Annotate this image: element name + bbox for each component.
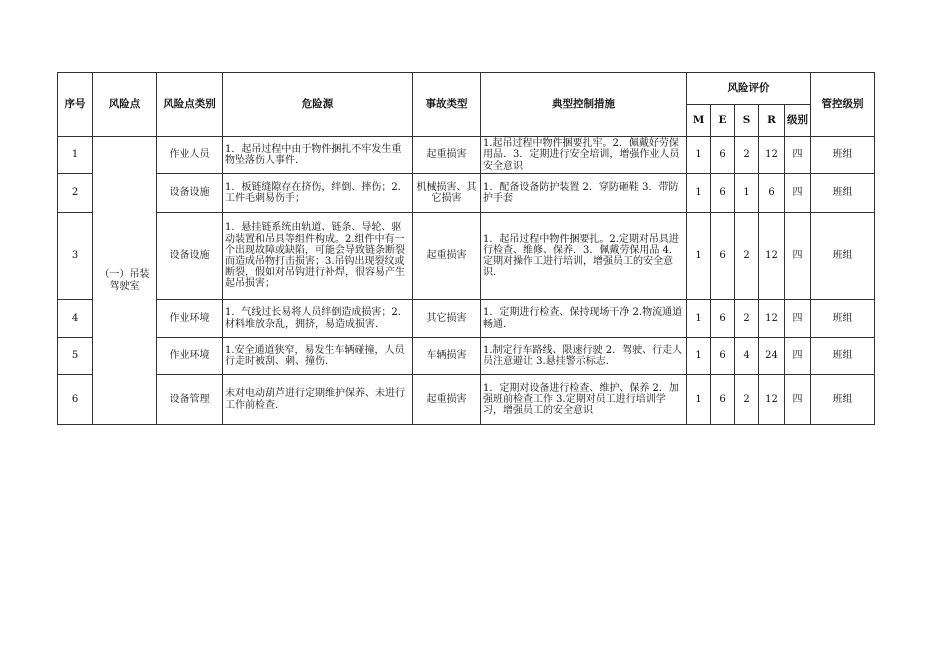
row-level: 四 [785,300,811,338]
header-m: M [687,105,711,137]
header-r: R [759,105,785,137]
row-hazard: 1．板链缝隙存在挤伤，绊倒、摔伤；2．工件毛刺易伤手； [223,174,413,213]
header-category: 风险点类别 [157,73,223,137]
row-category: 作业人员 [157,137,223,174]
risk-point-name: （一）吊装驾驶室 [93,137,157,425]
row-control-level: 班组 [811,375,875,425]
row-r: 12 [759,213,785,300]
risk-assessment-table [57,72,875,425]
row-category: 设备设施 [157,213,223,300]
row-measures: 1．起吊过程中物件捆要扎。2.定期对吊具进行检查、维修、保养．3．佩戴劳保用品 4．定期对操作工进行培训，增强员工的安全意识． [481,213,687,300]
row-category: 作业环境 [157,300,223,338]
row-m: 1 [687,300,711,338]
row-r: 12 [759,375,785,425]
row-category: 作业环境 [157,338,223,375]
row-no: 2 [58,174,93,213]
row-s: 2 [735,300,759,338]
row-hazard: 未对电动葫芦进行定期维护保养、未进行工作前检查． [223,375,413,425]
table-row [58,300,875,338]
row-hazard: 1．悬挂链系统由轨道、链条、导轮、驱动装置和吊具等组件构成。2.组件中有一个出现故障或缺陷，可能会导致链条断裂而造成吊物打击损害；3.吊钩出现裂纹或断裂，假如对吊钩进行补焊，很容易产生起吊损害； [223,213,413,300]
header-evaluation: 风险评价 [687,73,811,105]
header-level: 级别 [785,105,811,137]
row-s: 2 [735,137,759,174]
row-e: 6 [711,213,735,300]
row-hazard: 1．气线过长易将人员绊倒造成损害；2．材料堆放杂乱，拥挤，易造成损害． [223,300,413,338]
row-s: 4 [735,338,759,375]
table-row [58,338,875,375]
table-row [58,213,875,300]
header-control-level: 管控级别 [811,73,875,137]
row-control-level: 班组 [811,174,875,213]
row-level: 四 [785,375,811,425]
row-measures: 1.制定行车路线、限速行驶 2．驾驶、行走人员注意避让 3.悬挂警示标志． [481,338,687,375]
row-e: 6 [711,174,735,213]
header-hazard: 危险源 [223,73,413,137]
row-measures: 1.起吊过程中物件捆要扎牢。2．佩戴好劳保用品．3．定期进行安全培训，增强作业人员安全意识 [481,137,687,174]
row-control-level: 班组 [811,137,875,174]
row-accident-type: 起重损害 [413,213,481,300]
row-hazard: 1.安全通道狭窄，易发生车辆碰撞，人员行走时被刮、刺、撞伤． [223,338,413,375]
row-level: 四 [785,213,811,300]
row-no: 5 [58,338,93,375]
row-level: 四 [785,137,811,174]
header-e: E [711,105,735,137]
row-r: 6 [759,174,785,213]
row-m: 1 [687,174,711,213]
row-e: 6 [711,137,735,174]
table-row [58,375,875,425]
row-accident-type: 车辆损害 [413,338,481,375]
table-row [58,174,875,213]
row-no: 4 [58,300,93,338]
row-e: 6 [711,300,735,338]
header-risk-point: 风险点 [93,73,157,137]
row-e: 6 [711,375,735,425]
row-m: 1 [687,213,711,300]
header-no: 序号 [58,73,93,137]
row-hazard: 1．起吊过程中由于物件捆扎不牢发生重物坠落伤人事件． [223,137,413,174]
row-m: 1 [687,338,711,375]
row-m: 1 [687,375,711,425]
row-control-level: 班组 [811,213,875,300]
row-category: 设备设施 [157,174,223,213]
row-e: 6 [711,338,735,375]
row-accident-type: 起重损害 [413,375,481,425]
row-s: 1 [735,174,759,213]
row-s: 2 [735,375,759,425]
row-accident-type: 机械损害、其它损害 [413,174,481,213]
row-r: 12 [759,137,785,174]
header-measures: 典型控制措施 [481,73,687,137]
row-measures: 1．配备设备防护装置 2．穿防砸鞋 3．带防护手套 [481,174,687,213]
row-control-level: 班组 [811,338,875,375]
row-no: 6 [58,375,93,425]
row-r: 12 [759,300,785,338]
row-s: 2 [735,213,759,300]
row-no: 3 [58,213,93,300]
header-accident-type: 事故类型 [413,73,481,137]
row-level: 四 [785,338,811,375]
row-no: 1 [58,137,93,174]
row-control-level: 班组 [811,300,875,338]
row-accident-type: 起重损害 [413,137,481,174]
table-row [58,137,875,174]
header-s: S [735,105,759,137]
row-m: 1 [687,137,711,174]
row-accident-type: 其它损害 [413,300,481,338]
row-measures: 1．定期进行检查、保持现场干净 2.物流通道畅通． [481,300,687,338]
row-level: 四 [785,174,811,213]
row-r: 24 [759,338,785,375]
row-measures: 1．定期对设备进行检查、维护、保养 2．加强班前检查工作 3.定期对员工进行培训学习，增强员工的安全意识 [481,375,687,425]
row-category: 设备管理 [157,375,223,425]
